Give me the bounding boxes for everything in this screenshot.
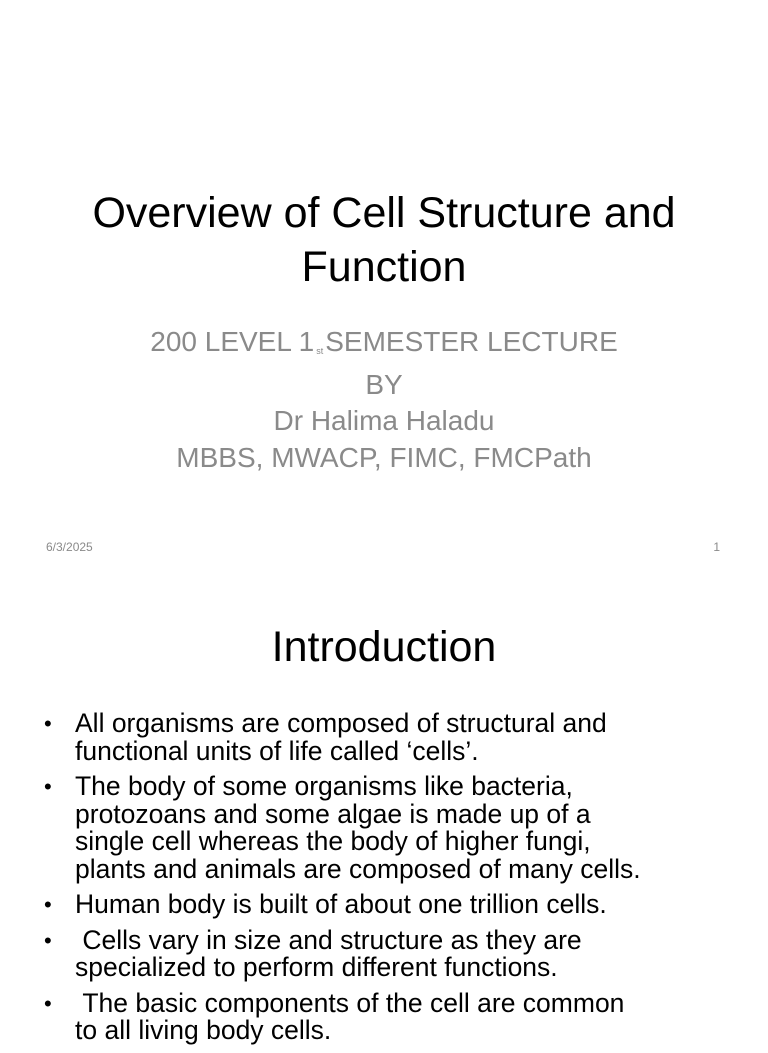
bullet-icon: • <box>44 711 52 736</box>
bullet-list <box>44 710 744 1053</box>
slide-number: 1 <box>713 540 720 554</box>
bullet-item <box>44 710 744 765</box>
bullet-icon: • <box>44 892 52 917</box>
bullet-text: Human body is built of about one trillion cells. <box>75 889 607 919</box>
bullet-text: The basic components of the cell are common to all living body cells. <box>75 987 625 1045</box>
slide-title: Introduction <box>271 623 497 671</box>
bullet-text: The body of some organisms like bacteria, protozoans and some algae is made up of a single cell whereas the body of higher fungi, plants and animals are composed of many cells. <box>75 771 641 884</box>
subtitle-author: Dr Halima Haladu <box>273 405 495 436</box>
bullet-icon: • <box>44 990 52 1016</box>
subtitle-level: 200 LEVEL 1 <box>150 326 315 357</box>
subtitle-superscript: st <box>316 346 324 356</box>
bullet-icon: • <box>44 774 52 799</box>
bullet-item <box>44 987 744 1045</box>
slide-subtitle <box>40 324 728 476</box>
subtitle-line-2: BY <box>365 368 403 400</box>
bullet-item <box>44 891 744 919</box>
subtitle-semester: SEMESTER LECTURE <box>325 326 618 357</box>
footer-date: 6/3/2025 <box>46 540 93 554</box>
slide-title <box>40 186 728 294</box>
bullet-icon: • <box>44 927 52 953</box>
bullet-text: All organisms are composed of structural and functional units of life called ‘cells’. <box>75 708 607 766</box>
bullet-text: Cells vary in size and structure as they are specialized to perform different functions. <box>75 924 582 982</box>
bullet-item <box>44 924 744 982</box>
subtitle-line-1 <box>40 324 728 367</box>
subtitle-credentials: MBBS, MWACP, FIMC, FMCPath <box>176 441 592 473</box>
bullet-item <box>44 773 744 883</box>
slide-2 <box>0 576 768 1045</box>
title-line-2: Function <box>301 243 467 291</box>
title-line-1: Overview of Cell Structure and <box>92 189 676 237</box>
